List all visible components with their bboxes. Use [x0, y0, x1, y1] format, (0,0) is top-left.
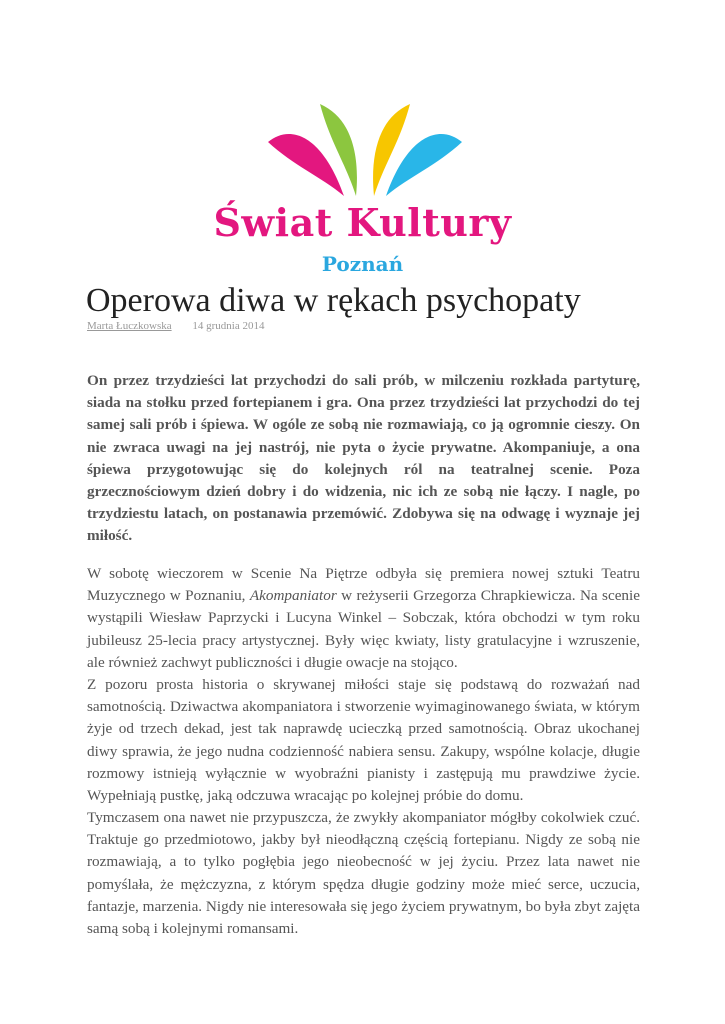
paragraph-text: Z pozoru prosta historia o skrywanej miłości staje się podstawą do rozważań nad samotnością. Dziwactwa akompaniatora i stworzenie wyimaginowanego świata, w którym żyje od trzech dekad, jest tak naprawdę ucieczką przed samotnością. Obraz ukochanej diwy sprawia, że jego nudna codzienność nabiera sensu. Zakupy, wspólne kolacje, długie rozmowy istnieją wyłącznie w wyobraźni pianisty i zastępują mu prawdziwe życie. Wypełniają pustkę, jaką odczuwa wracając po kolejnej próbie do domu. — [87, 676, 640, 805]
paragraph-text: W sobotę wieczorem w Scenie Na Piętrze odbyła się premiera nowej sztuki Teatru Muzycznego w Poznaniu, — [87, 565, 640, 605]
article-paragraph-1 — [87, 563, 640, 807]
author-link[interactable]: Marta Łuczkowska — [87, 320, 172, 332]
brand-name: Świat Kultury — [213, 200, 512, 245]
play-title: Akompaniator — [249, 587, 337, 605]
logo-leaf-pink — [268, 134, 344, 196]
article-meta — [87, 320, 264, 332]
brand-city: Poznań — [321, 252, 404, 276]
paragraph-text: w reżyserii Grzegorza Chrapkiewicza. Na scenie wystąpili Wiesław Paprzycki i Lucyna Winkel – Sobczak, która obchodzi w tym roku jubileusz 25-lecia pracy artystycznej. Były więc kwiaty, listy gratulacyjne i wzruszenie, ale również zachwyt publiczności i długie owacje na stojąco. — [87, 587, 640, 671]
article-paragraph-2: Tymczasem ona nawet nie przypuszcza, że zwykły akompaniator mógłby cokolwiek czuć. Traktuje go przedmiotowo, jakby był nieodłączną częścią fortepianu. Nigdy ze sobą nie rozmawiają, a to tylko pogłębia jego nieobecność w jej życiu. Przez lata nawet nie pomyślała, że mężczyzna, z którym spędza długie godziny może mieć serce, uczucia, fantazje, marzenia. Nigdy nie interesowała się jego życiem prywatnym, bo była zbyt zajęta samą sobą i kolejnymi romansami. — [87, 809, 640, 938]
article-date: 14 grudnia 2014 — [192, 320, 265, 332]
article-title: Operowa diwa w rękach psychopaty — [86, 282, 581, 319]
logo-leaf-blue — [386, 134, 462, 196]
article-lead: On przez trzydzieści lat przychodzi do sali prób, w milczeniu rozkłada partyturę, siada na stołku przed fortepianem i gra. Ona przez trzydzieści lat przychodzi do tej samej sali prób i śpiewa. W ogóle ze sobą nie rozmawiają, co ją ogromnie cieszy. On nie zwraca uwagi na jej nastrój, nie pyta o życie prywatne. Akompaniuje, a ona śpiewa przygotowując się do kolejnych ról na teatralnej scenie. Poza grzecznościowym dzień dobry i do widzenia, nic ich ze sobą nie łączy. I nagle, po trzydziestu latach, on postanawia przemówić. Zdobywa się na odwagę i wyznaje jej miłość. — [87, 372, 640, 545]
logo-leaves-icon — [260, 104, 470, 204]
